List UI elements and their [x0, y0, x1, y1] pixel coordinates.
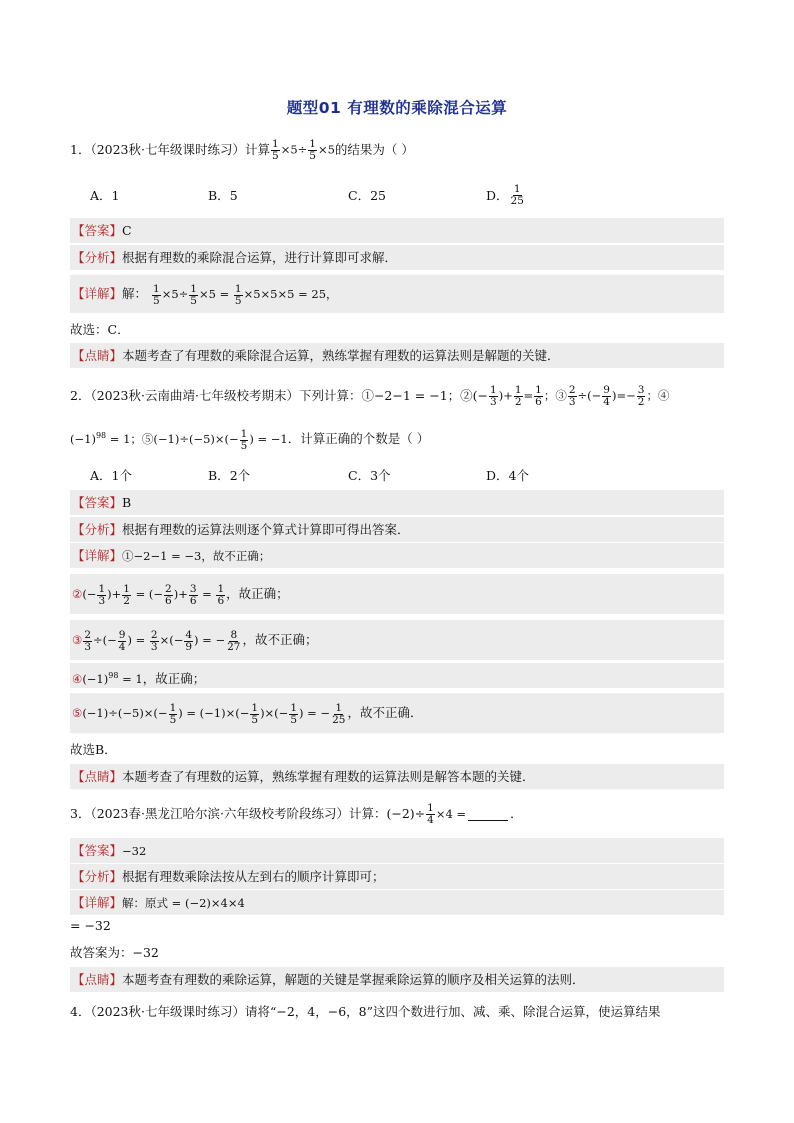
q1-option-a[interactable]: A． 1: [90, 187, 120, 203]
q1-prefix: 1．（2023秋·七年级课时练习）计算: [70, 142, 270, 157]
q3-answer-blank[interactable]: [468, 808, 508, 821]
question-2: 2．（2023秋·云南曲靖·七年级校考期末）下列计算：①−2−1 = −1；②(− $\frac{1}{3}$ )+ $\frac{1}{2}$ = $\frac{1}{6}$ ；③ $\frac{2}{3}$ ÷(− $\frac{9}{4}$ )=− $\frac{3}{2}$ ；④: [70, 383, 670, 408]
page-title: 题型01 有理数的乘除混合运算: [286, 99, 508, 117]
q2-option-b[interactable]: B． 2个: [208, 468, 251, 483]
q2-detail-4: $④(-1)^{98} = 1$，故正确；: [70, 663, 724, 688]
q2-option-a[interactable]: A． 1个: [90, 468, 132, 483]
q2-detail-3: ③ $\frac{2}{3}$ ÷(− $\frac{9}{4}$ ) = $\frac{2}{3}$ ×(− $\frac{4}{9}$ ) = − $\frac{8}{27}$ ，故不正确；: [70, 620, 724, 660]
q1-choose: 故选：C．: [70, 322, 130, 337]
q1-suffix: 的结果为（ ）: [334, 142, 414, 157]
q3-analysis: 【分析】根据有理数乘除法按从左到右的顺序计算即可；: [70, 864, 724, 889]
q2-detail-5: ⑤(−1)÷(−5)×(− $\frac{1}{5}$ ) = (−1)×(− $\frac{1}{5}$ )×(− $\frac{1}{5}$ ) = − $\frac{1}{25}$ ，故不正确．: [70, 693, 724, 733]
q1-option-d-fraction: $\frac{1}{25}$: [510, 182, 524, 207]
q2-detail-2: ②(− $\frac{1}{3}$ )+ $\frac{1}{2}$ = (− $\frac{2}{6}$ )+ $\frac{3}{6}$ = $\frac{1}{6}$ ，故正确；: [70, 574, 724, 614]
q2-options: [90, 458, 720, 492]
q1-analysis: 【分析】根据有理数的乘除混合运算，进行计算即可求解．: [70, 245, 724, 270]
q3-comment: 【点睛】本题考查有理数的乘除运算，解题的关键是掌握乘除运算的顺序及相关运算的法则．: [70, 967, 724, 992]
q2-choose: 故选B．: [70, 742, 117, 757]
question-4: 4．（2023秋·七年级课时练习）请将“−2，4，−6，8”这四个数进行加、减、乘、除混合运算，使运算结果: [70, 1004, 661, 1019]
q1-comment: 【点睛】本题考查了有理数的乘除混合运算，熟练掌握有理数的运算法则是解题的关键．: [70, 343, 724, 368]
q1-option-d[interactable]: D． $\frac{1}{25}$: [486, 182, 524, 207]
q3-detail: 【详解】解：原式 = (−2)×4×4: [70, 890, 724, 915]
q1-expression: $\frac{1}{5}$ ×5÷ $\frac{1}{5}$ ×5: [272, 137, 335, 162]
question-2-line-2: $(-1)^{98} = 1$；⑤(−1)÷(−5)×(− $\frac{1}{5}$ ) = −1 ．计算正确的个数是（ ）: [70, 427, 430, 452]
q3-line2: = −32: [70, 918, 111, 933]
q2-detail-1: 【详解】①−2−1 = −3，故不正确；: [70, 543, 724, 568]
q3-answer: 【答案】−32: [70, 838, 724, 863]
q2-option-d[interactable]: D． 4个: [486, 468, 529, 483]
q3-fill: 故答案为：−32: [70, 945, 159, 960]
question-1: [70, 138, 724, 162]
q1-option-b[interactable]: B． 5: [208, 187, 238, 203]
q1-answer: 【答案】C: [70, 218, 724, 243]
question-3: 3．（2023春·黑龙江哈尔滨·六年级校考阶段练习）计算：(−2)÷ $\frac{1}{4}$ ×4 = ．: [70, 801, 523, 826]
q2-option-c[interactable]: C． 3个: [348, 468, 391, 483]
q2-comment: 【点睛】本题考查了有理数的运算，熟练掌握有理数的运算法则是解答本题的关键．: [70, 764, 724, 789]
q1-option-c[interactable]: C． 25: [348, 187, 386, 203]
q1-detail: 【详解】解： $\frac{1}{5}$ ×5÷ $\frac{1}{5}$ ×5 = $\frac{1}{5}$ ×5×5×5 = 25，: [70, 275, 724, 313]
q1-options: [90, 178, 720, 212]
q2-answer: 【答案】B: [70, 490, 724, 515]
q2-analysis: 【分析】根据有理数的运算法则逐个算式计算即可得出答案．: [70, 517, 724, 542]
